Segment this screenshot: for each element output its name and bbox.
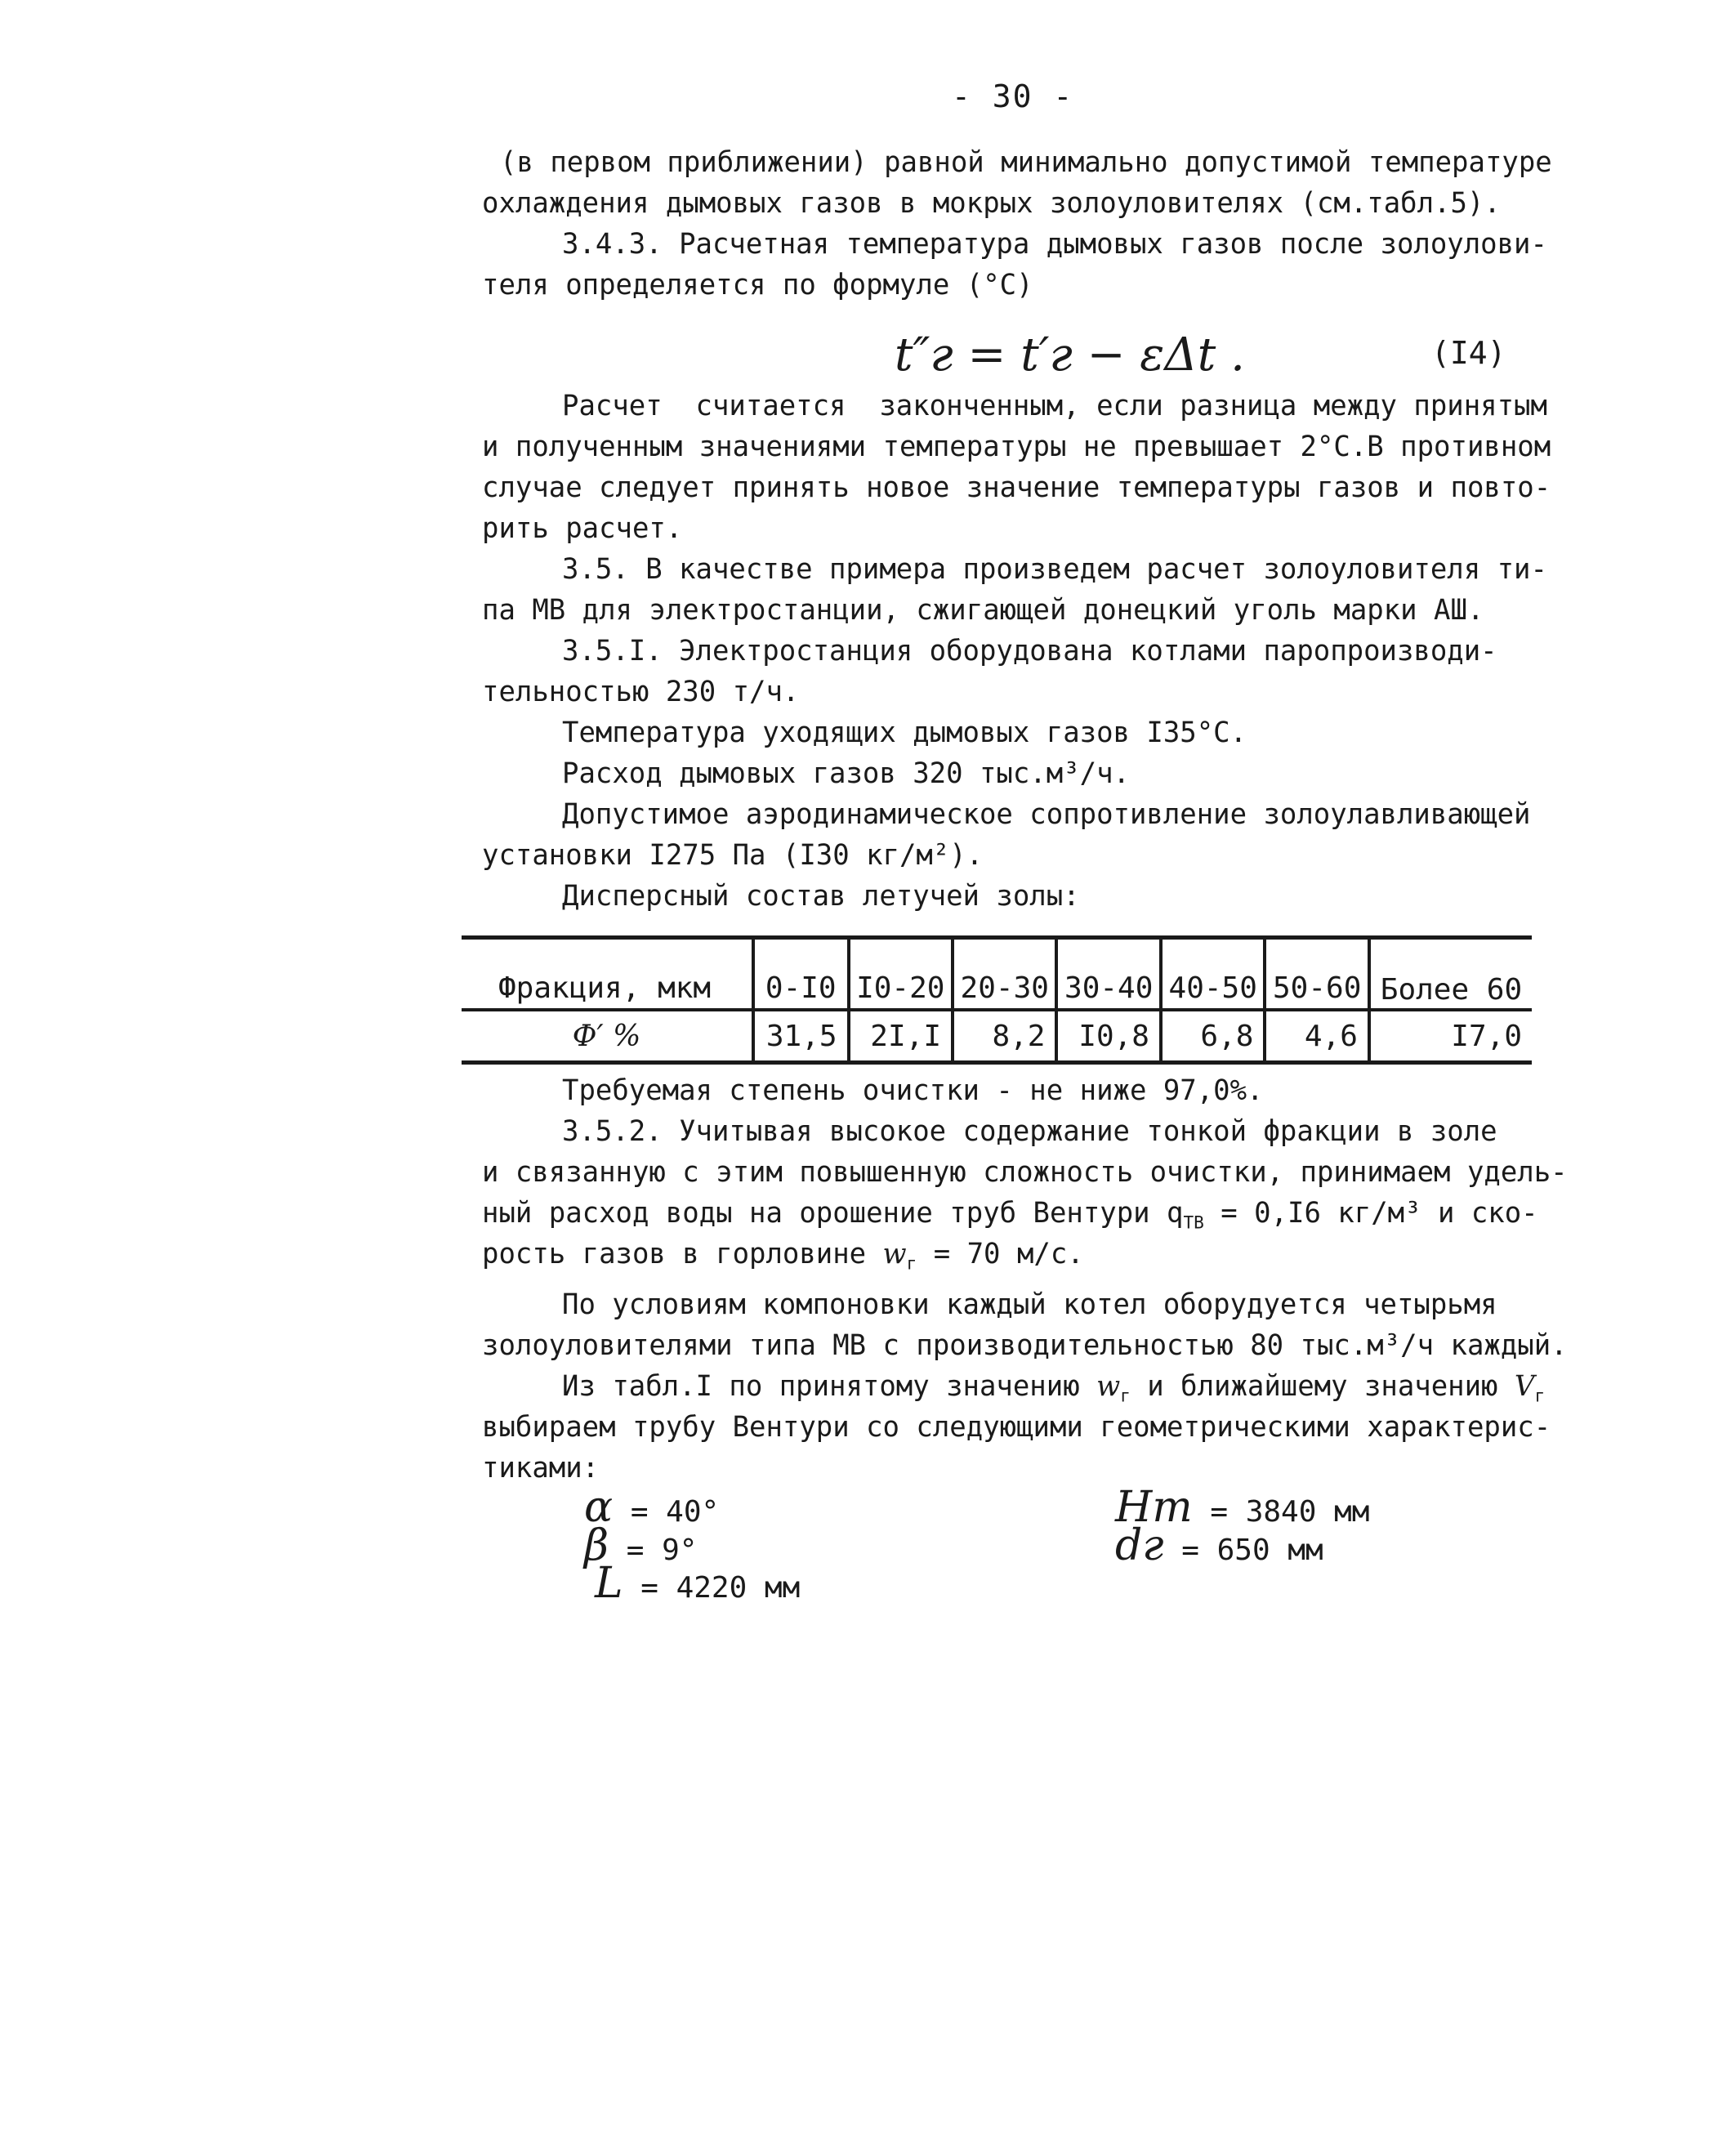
- table-cell: I0,8: [1056, 1010, 1160, 1063]
- text-line-27: тиками:: [482, 1452, 600, 1485]
- text-line-7: случае следует принять новое значение температуры газов и повто-: [482, 471, 1551, 504]
- l-value: = 4220 мм: [640, 1571, 801, 1605]
- text-line-8: рить расчет.: [482, 512, 683, 545]
- table-cell: 6,8: [1161, 1010, 1265, 1063]
- l-symbol: L: [595, 1559, 623, 1608]
- q-subscript: ТВ: [1183, 1212, 1204, 1234]
- text-line-9: 3.5. В качестве примера произведем расчет золоуловителя ти-: [562, 553, 1547, 586]
- table-cell: 4,6: [1265, 1010, 1368, 1063]
- table-col-header: 30-40: [1056, 938, 1160, 1011]
- text-line-11: 3.5.I. Электростанция оборудована котлами паропроизводи-: [562, 635, 1497, 667]
- text-line-20: и связанную с этим повышенную сложность очистки, принимаем удель-: [482, 1156, 1568, 1189]
- text-line-17: Дисперсный состав летучей золы:: [562, 880, 1080, 913]
- text-line-23: По условиям компоновки каждый котел оборудуется четырьмя: [562, 1288, 1497, 1321]
- text-line-21b: = 0,I6 кг/м³ и ско-: [1203, 1197, 1538, 1230]
- text-line-25a: Из табл.I по принятому значению: [562, 1370, 1097, 1403]
- ht-symbol: Hт: [1115, 1483, 1193, 1532]
- v-subscript: г: [1534, 1386, 1546, 1407]
- table-col-header: I0-20: [849, 938, 953, 1011]
- text-line-1: (в первом приближении) равной минимально допустимой температуре: [500, 146, 1552, 179]
- table-row: [462, 1010, 1532, 1063]
- alpha-value: = 40°: [630, 1495, 720, 1529]
- table-cell: 31,5: [753, 1010, 849, 1063]
- table-header-label: Фракция, мкм: [498, 971, 712, 1005]
- beta-value: = 9°: [626, 1534, 698, 1567]
- param-dg: [1115, 1521, 1323, 1570]
- w-symbol: w: [882, 1238, 907, 1270]
- dg-value: = 650 мм: [1181, 1534, 1323, 1567]
- formula-14: t″г = t′г − εΔt .: [895, 328, 1245, 382]
- text-line-16: установки I275 Па (I30 кг/м²).: [482, 839, 984, 872]
- table-col-header: Более 60: [1369, 938, 1532, 1011]
- text-line-5: Расчет считается законченным, если разница между принятым: [562, 390, 1547, 422]
- alpha-symbol: α: [584, 1483, 614, 1532]
- text-line-15: Допустимое аэродинамическое сопротивление золоулавливающей: [562, 798, 1531, 831]
- text-line-24: золоуловителями типа МВ с производительностью 80 тыс.м³/ч каждый.: [482, 1329, 1568, 1362]
- table-col-header: 0-I0: [753, 938, 849, 1011]
- text-line-25b: и ближайшему значению: [1130, 1370, 1515, 1403]
- text-line-12: тельностью 230 т/ч.: [482, 676, 800, 708]
- text-line-2: охлаждения дымовых газов в мокрых золоуловителях (см.табл.5).: [482, 187, 1501, 220]
- ht-value: = 3840 мм: [1210, 1495, 1370, 1529]
- text-line-22a: рость газов в горловине: [482, 1238, 883, 1270]
- text-line-22b: = 70 м/с.: [917, 1238, 1084, 1270]
- text-line-14: Расход дымовых газов 320 тыс.м³/ч.: [562, 757, 1130, 790]
- beta-symbol: β: [584, 1521, 609, 1570]
- table-cell: 2I,I: [849, 1010, 953, 1063]
- table-col-header: 50-60: [1265, 938, 1368, 1011]
- text-line-6: и полученным значениями температуры не превышает 2°С.В противном: [482, 431, 1551, 463]
- w-subscript: г: [906, 1253, 917, 1275]
- fraction-table: [462, 935, 1532, 1065]
- text-line-21a: ный расход воды на орошение труб Вентури q: [482, 1197, 1184, 1230]
- formula-number: (I4): [1431, 335, 1506, 371]
- table-cell: I7,0: [1369, 1010, 1532, 1063]
- text-line-18: Требуемая степень очистки - не ниже 97,0%.: [562, 1074, 1264, 1107]
- text-line-25: [562, 1370, 1546, 1407]
- text-line-3: 3.4.3. Расчетная температура дымовых газов после золоулови-: [562, 228, 1547, 261]
- page-number: - 30 -: [952, 78, 1074, 114]
- table-col-header: 20-30: [953, 938, 1056, 1011]
- table-row-label: Ф′ %: [462, 1010, 753, 1063]
- param-l: [595, 1559, 800, 1608]
- table-col-header: 40-50: [1161, 938, 1265, 1011]
- w-subscript-2: г: [1120, 1386, 1131, 1407]
- table-cell: 8,2: [953, 1010, 1056, 1063]
- text-line-26: выбираем трубу Вентури со следующими геометрическими характерис-: [482, 1411, 1551, 1444]
- text-line-10: па МВ для электростанции, сжигающей донецкий уголь марки АШ.: [482, 594, 1484, 627]
- text-line-19: 3.5.2. Учитывая высокое содержание тонкой фракции в золе: [562, 1115, 1497, 1148]
- text-line-13: Температура уходящих дымовых газов I35°С.: [562, 717, 1247, 749]
- text-line-21: [482, 1197, 1538, 1234]
- dg-symbol: dг: [1115, 1521, 1164, 1570]
- w-symbol-2: w: [1096, 1370, 1121, 1403]
- text-line-4: теля определяется по формуле (°С): [482, 269, 1033, 301]
- table-header-row: [462, 938, 1532, 1011]
- text-line-22: [482, 1238, 1084, 1275]
- v-symbol: V: [1514, 1370, 1535, 1403]
